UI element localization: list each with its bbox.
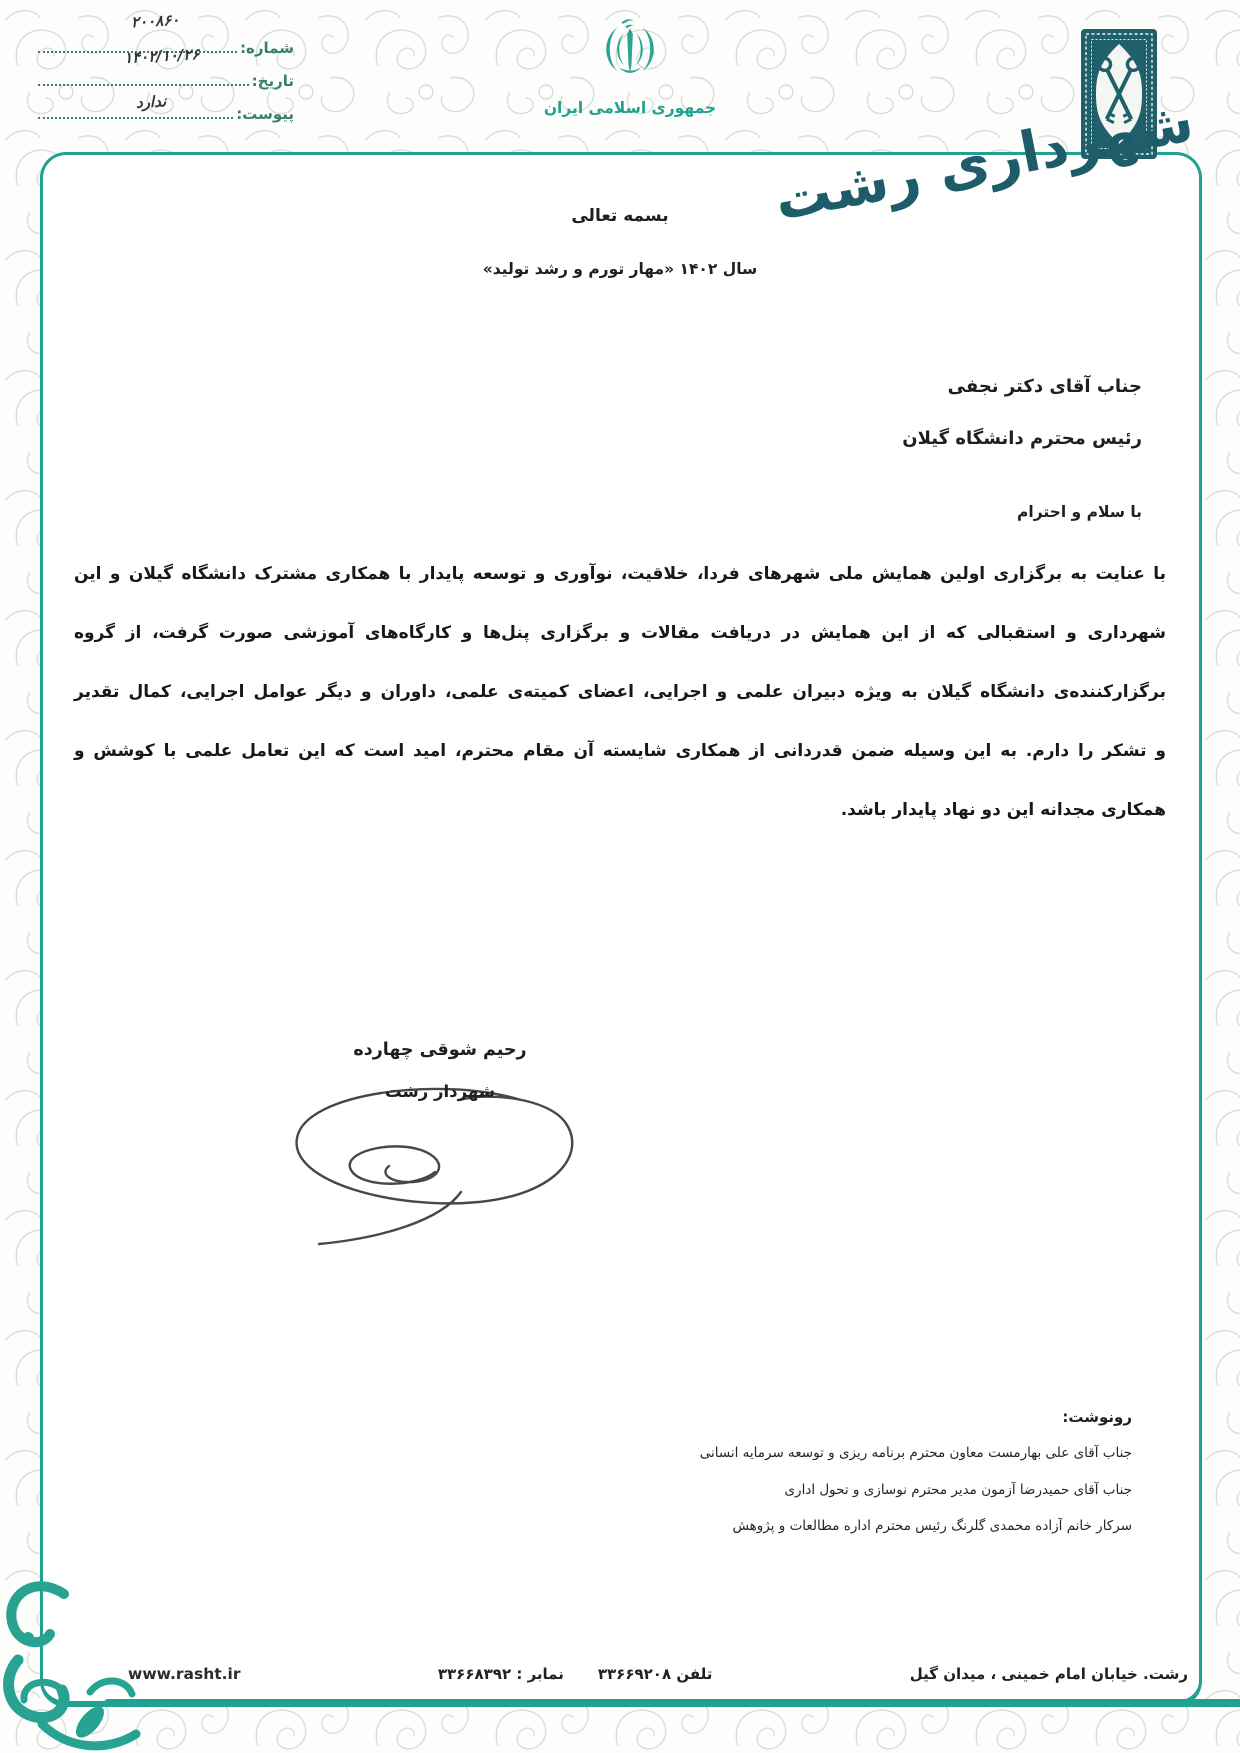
footer-contact <box>438 1665 713 1683</box>
ref-attachment-row <box>38 90 294 123</box>
body-line: با عنایت به برگزاری اولین همایش ملی شهرهای فردا، خلاقیت، نوآوری و توسعه پایدار با همکاری مشترک دانشگاه گیلان و این <box>74 564 1166 584</box>
ref-date-dots <box>38 70 249 86</box>
ref-number-value: ۲۰۰۸۶۰ <box>130 10 180 32</box>
signature-name: رحیم شوقی چهارده <box>353 1040 527 1060</box>
ref-date-label: تاریخ: <box>251 72 294 90</box>
ref-attachment-label: پیوست: <box>236 105 294 123</box>
reference-fields <box>38 10 294 123</box>
addressee-title: رئیس محترم دانشگاه گیلان <box>902 428 1142 449</box>
signature-block <box>275 1040 605 1101</box>
ref-number-label: شماره: <box>240 39 294 57</box>
footer-address: رشت. خیابان امام خمینی ، میدان گیل <box>909 1665 1188 1683</box>
iran-emblem-icon <box>595 16 665 92</box>
iran-emblem-caption: جمهوری اسلامی ایران <box>543 99 717 117</box>
salutation: با سلام و احترام <box>1017 503 1142 521</box>
addressee-name: جناب آقای دکتر نجفی <box>947 376 1142 397</box>
cc-item: سرکار خانم آزاده محمدی گلرنگ رئیس محترم اداره مطالعات و پژوهش <box>732 1518 1132 1534</box>
besmeleh-text: بسمه تعالی <box>571 206 669 226</box>
body-line: همکاری مجدانه این دو نهاد پایدار باشد. <box>840 800 1166 820</box>
body-line: برگزارکننده‌ی دانشگاه گیلان به ویژه دبیران علمی و اجرایی، اعضای کمیته‌ی علمی، داوران و دیگر عوامل اجرایی، کمال تقدیر <box>74 682 1166 702</box>
footer-divider-line <box>104 1699 1240 1707</box>
footer-fax: نمابر : ۳۳۶۶۸۳۹۲ <box>437 1665 564 1683</box>
footer-phone: تلفن ۳۳۶۶۹۲۰۸ <box>597 1665 713 1683</box>
rasht-calligraphy-logo: شهرداری رشت <box>769 88 1199 234</box>
body-line: شهرداری و استقبالی که از این همایش در دریافت مقالات و برگزاری پنل‌ها و کارگاه‌های آموزشی صورت گرفت، از گروه <box>74 623 1166 643</box>
footer <box>128 1656 1188 1692</box>
year-slogan: سال ۱۴۰۲ «مهار تورم و رشد تولید» <box>482 260 758 278</box>
body-line: و تشکر را دارم. به این وسیله ضمن قدردانی از همکاری شایسته آن مقام محترم، امید است که این تعامل علمی با کوشش و <box>74 741 1166 761</box>
letter-body <box>74 545 1166 840</box>
ref-attachment-value: ندارد <box>135 92 167 112</box>
signature-title: شهردار رشت <box>385 1082 495 1101</box>
cc-block <box>700 1408 1132 1545</box>
cc-heading: رونوشت: <box>1062 1408 1132 1426</box>
cc-item: جناب آقای حمیدرضا آزمون مدیر محترم نوسازی و تحول اداری <box>784 1481 1132 1498</box>
ref-date-value: ۱۴۰۲/۱۰/۲۶ <box>123 45 200 67</box>
corner-ornament-icon <box>0 1572 148 1753</box>
cc-item: جناب آقای علی بهارمست معاون محترم برنامه ریزی و توسعه سرمایه انسانی <box>699 1445 1132 1461</box>
footer-website: www.rasht.ir <box>128 1665 241 1683</box>
national-emblem-block <box>500 16 760 117</box>
